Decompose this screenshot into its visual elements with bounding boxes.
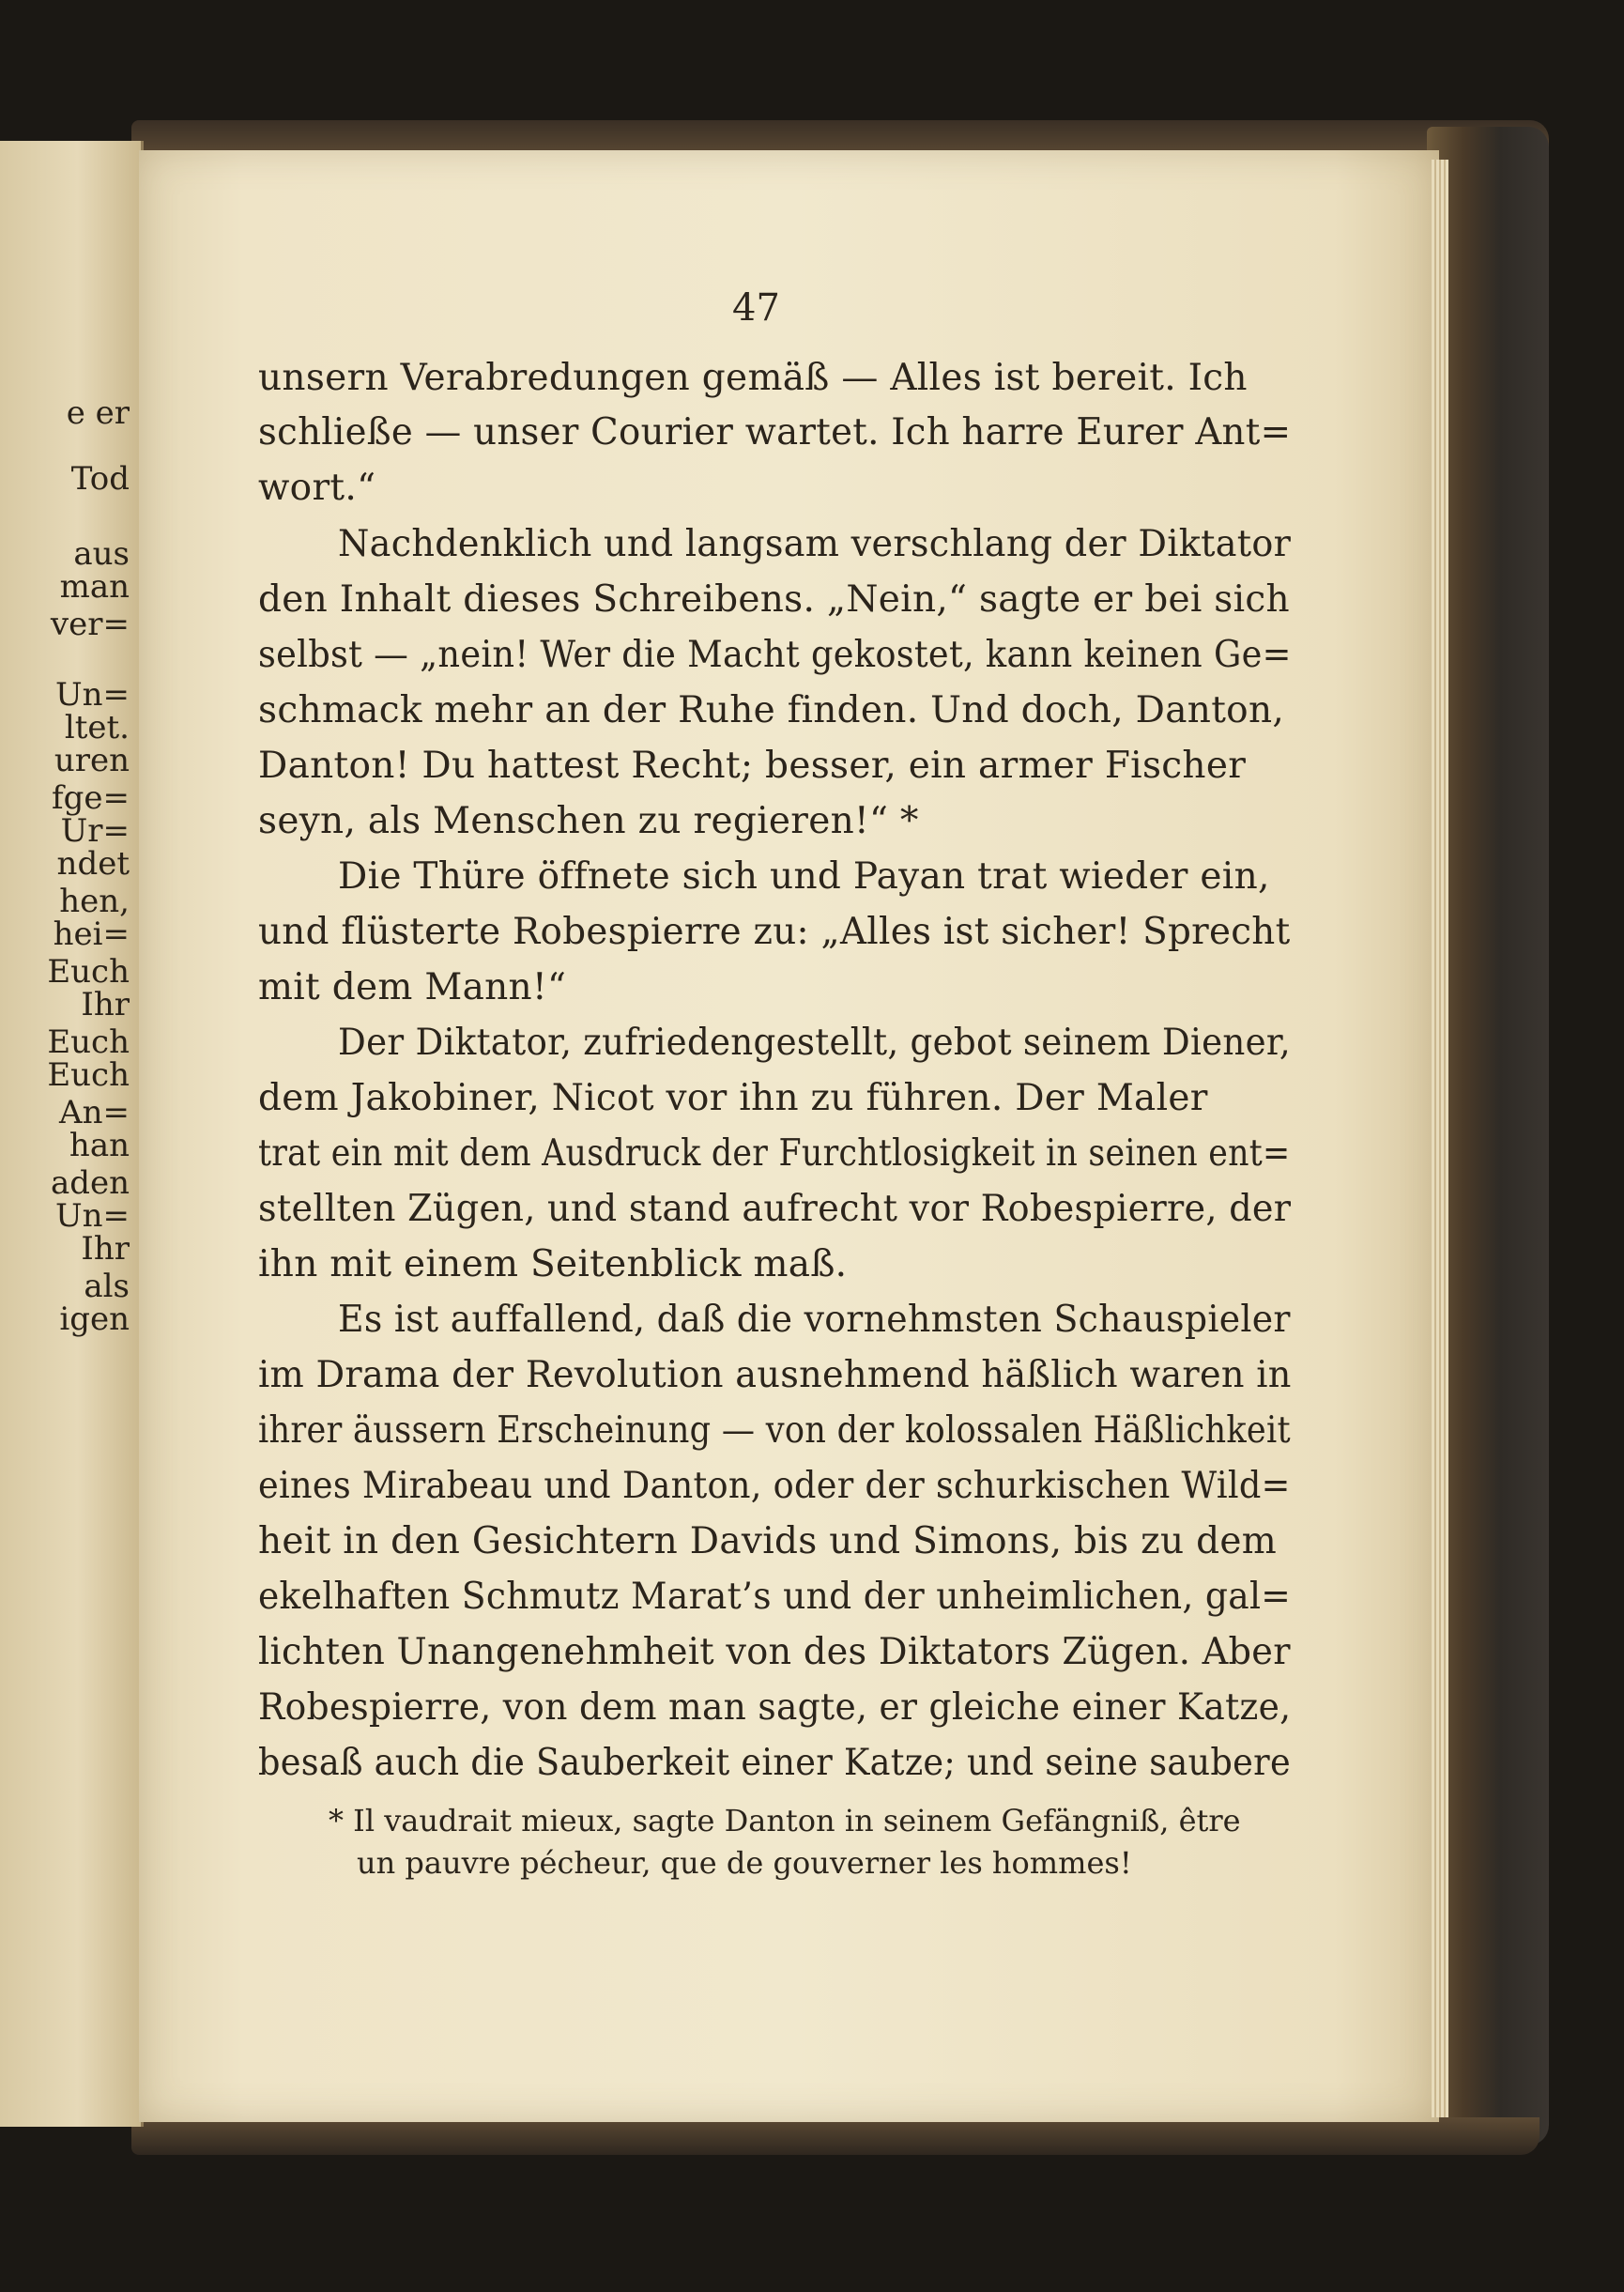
- left-line: han: [69, 1127, 130, 1164]
- text-line: Es ist auffallend, daß die vornehmsten Schauspieler: [338, 1299, 1291, 1341]
- page-stack-edge: [1432, 160, 1448, 2117]
- left-line: Tod: [70, 460, 130, 498]
- left-line: Ur=: [60, 812, 130, 850]
- left-line: Euch: [47, 953, 130, 991]
- text-line: unsern Verabredungen gemäß — Alles ist bereit. Ich: [258, 357, 1248, 399]
- text-line: ihrer äussern Erscheinung — von der kolossalen Häßlichkeit: [258, 1409, 1291, 1452]
- left-line: fge=: [52, 779, 130, 817]
- left-line: als: [84, 1268, 130, 1305]
- left-line: ltet.: [64, 709, 130, 746]
- text-line: den Inhalt dieses Schreibens. „Nein,“ sagte er bei sich: [258, 578, 1290, 621]
- text-line: im Drama der Revolution ausnehmend häßlich waren in: [258, 1354, 1292, 1396]
- left-line: aus: [73, 535, 130, 573]
- left-line: uren: [54, 742, 130, 779]
- left-line: ver=: [50, 606, 130, 643]
- text-line: wort.“: [258, 467, 376, 509]
- text-line: heit in den Gesichtern Davids und Simons, bis zu dem: [258, 1520, 1277, 1562]
- text-line: schmack mehr an der Ruhe finden. Und doch, Danton,: [258, 689, 1285, 731]
- text-line: dem Jakobiner, Nicot vor ihn zu führen. Der Maler: [258, 1077, 1208, 1119]
- footnote-line: * Il vaudrait mieux, sagte Danton in seinem Gefängniß, être: [329, 1803, 1241, 1838]
- text-line: selbst — „nein! Wer die Macht gekostet, kann keinen Ge=: [258, 634, 1292, 676]
- left-line: Un=: [54, 676, 130, 714]
- text-line: besaß auch die Sauberkeit einer Katze; und seine saubere: [258, 1742, 1291, 1784]
- left-line: ndet: [56, 845, 130, 883]
- left-line: hei=: [53, 915, 130, 953]
- text-line: mit dem Mann!“: [258, 966, 567, 1008]
- text-line: schließe — unser Courier wartet. Ich harre Eurer Ant=: [258, 411, 1292, 454]
- left-line: e er: [66, 394, 130, 432]
- text-line: stellten Zügen, und stand aufrecht vor Robespierre, der: [258, 1188, 1292, 1230]
- text-line: Nachdenklich und langsam verschlang der Diktator: [338, 523, 1292, 565]
- left-line: aden: [50, 1164, 130, 1202]
- footnote-line: un pauvre pécheur, que de gouverner les hommes!: [357, 1845, 1132, 1881]
- left-line: Ihr: [81, 1230, 130, 1268]
- left-line: man: [59, 568, 130, 606]
- left-line: An=: [59, 1094, 130, 1131]
- book-cover-bottom: [131, 2117, 1540, 2155]
- text-line: Danton! Du hattest Recht; besser, ein armer Fischer: [258, 745, 1247, 787]
- text-line: Der Diktator, zufriedengestellt, gebot seinem Diener,: [338, 1022, 1292, 1064]
- text-line: Die Thüre öffnete sich und Payan trat wieder ein,: [338, 855, 1270, 898]
- text-line: eines Mirabeau und Danton, oder der schurkischen Wild=: [258, 1465, 1291, 1507]
- left-line: Ihr: [81, 986, 130, 1023]
- text-line: ihn mit einem Seitenblick maß.: [258, 1243, 848, 1285]
- previous-page-fragment: [0, 141, 144, 2127]
- text-line: und flüsterte Robespierre zu: „Alles ist sicher! Sprecht: [258, 911, 1291, 953]
- text-line: Robespierre, von dem man sagte, er gleiche einer Katze,: [258, 1686, 1292, 1729]
- text-line: trat ein mit dem Ausdruck der Furchtlosigkeit in seinen ent=: [258, 1132, 1291, 1175]
- page-number: 47: [732, 286, 780, 330]
- left-line: igen: [59, 1300, 130, 1338]
- text-line: lichten Unangenehmheit von des Diktators Zügen. Aber: [258, 1631, 1291, 1673]
- text-line: seyn, als Menschen zu regieren!“ *: [258, 800, 919, 842]
- left-line: Euch: [47, 1023, 130, 1061]
- left-line: hen,: [59, 883, 130, 920]
- text-line: ekelhaften Schmutz Marat’s und der unheimlichen, gal=: [258, 1576, 1292, 1618]
- left-line: Un=: [54, 1197, 130, 1235]
- left-line: Euch: [47, 1056, 130, 1094]
